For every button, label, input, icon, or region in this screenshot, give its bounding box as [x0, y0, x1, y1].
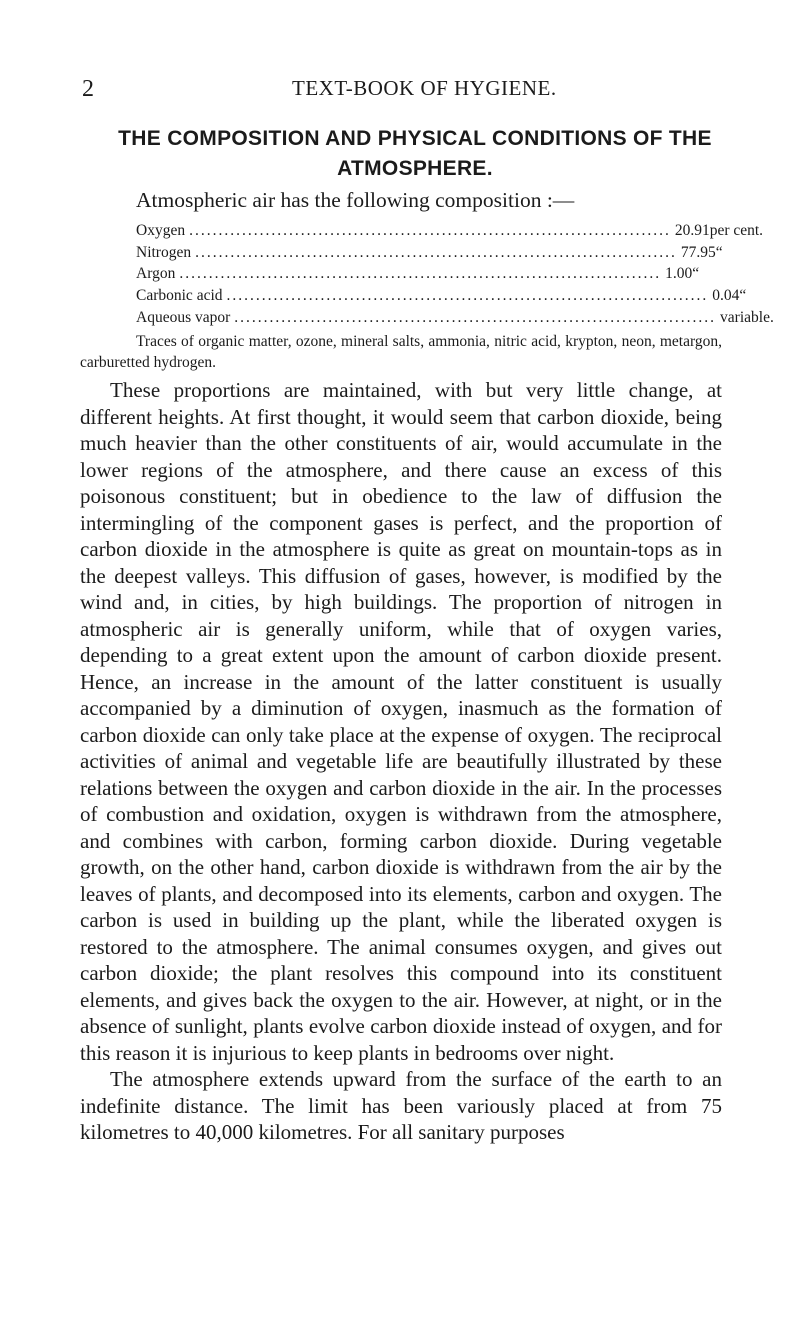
constituent-name: Nitrogen [136, 243, 192, 261]
running-head [80, 76, 780, 104]
composition-row [136, 287, 747, 309]
constituent-unit: per cent. [709, 222, 764, 239]
constituent-value: 0.04 [712, 287, 740, 305]
leader-dots: .................................................................................. [234, 308, 717, 326]
paragraph: These proportions are maintained, with but very little change, at different heights. At first thought, it would seem that carbon dioxide, being much heavier than the other constituents of air, would accumulate in the lower regions of the atmosphere, and there cause an excess of this poisonous constituent; but in obedience to the law of diffusion the intermingling of the component gases is perfect, and the proportion of carbon dioxide in the atmosphere is quite as great on mountain-tops as in the deepest valleys. This diffusion of gases, however, is modified by the wind and, in cities, by high buildings. The proportion of nitrogen in atmospheric air is generally uniform, while that of oxygen varies, depending to a great extent upon the amount of carbon dioxide present. Hence, an increase in the amount of the latter constituent is usually accompanied by a diminution of oxygen, inasmuch as the formation of carbon dioxide can only take place at the expense of oxygen. The reciprocal activities of animal and vegetable life are beautifully illustrated by these relations between the oxygen and carbon dioxide in the air. In the processes of combustion and oxidation, oxygen is withdrawn from the atmosphere, and combines with carbon, forming carbon dioxide. During vegetable growth, on the other hand, carbon dioxide is withdrawn from the air by the leaves of plants, and decomposed into its elements, carbon and oxygen. The carbon is used in building up the plant, while the liberated oxygen is restored to the atmosphere. The animal consumes oxygen, and gives out carbon dioxide; the plant resolves this compound into its constituent elements, and gives back the oxygen to the air. However, at night, or in the absence of sunlight, plants evolve carbon dioxide instead of oxygen, and for this reason it is injurious to keep plants in bedrooms over night. [80, 378, 722, 1065]
composition-row [136, 222, 764, 244]
composition-row [136, 308, 774, 331]
constituent-name: Argon [136, 265, 176, 283]
constituent-unit: “ [715, 243, 723, 261]
constituent-value: 1.00 [665, 265, 693, 283]
page-number: 2 [82, 76, 94, 102]
constituent-value: 20.91 [674, 222, 710, 239]
paragraph: The atmosphere extends upward from the surface of the earth to an indefinite distance. The limit has been variously placed at from 75 kilometres to 40,000 kilometres. For all sanitary purposes [80, 1067, 722, 1144]
composition-row [136, 265, 700, 287]
constituent-name: Carbonic acid [136, 287, 223, 305]
constituent-name: Aqueous vapor [136, 308, 231, 326]
composition-intro: Atmospheric air has the following composition :— [136, 188, 575, 212]
traces-note: Traces of organic matter, ozone, mineral salts, ammonia, nitric acid, krypton, neon, metargon, carburetted hydrogen. [80, 333, 722, 371]
constituent-value: variable. [720, 308, 774, 326]
leader-dots: .................................................................................. [226, 287, 709, 305]
constituent-value: 77.95 [680, 243, 716, 261]
section-title [105, 124, 725, 184]
section-title-line-1: THE COMPOSITION AND PHYSICAL CONDITIONS OF THE [118, 127, 712, 150]
constituent-name: Oxygen [136, 222, 186, 239]
leader-dots: .................................................................................. [195, 243, 677, 261]
leader-dots: .................................................................................. [189, 222, 671, 239]
constituent-unit: “ [739, 287, 747, 305]
running-title: TEXT-BOOK OF HYGIENE. [292, 76, 557, 100]
leader-dots: .................................................................................. [179, 265, 662, 283]
composition-row [136, 243, 723, 266]
constituent-unit: “ [692, 265, 700, 283]
composition-table [136, 222, 774, 330]
body-text [80, 377, 722, 1146]
section-title-line-2: ATMOSPHERE. [337, 157, 493, 180]
